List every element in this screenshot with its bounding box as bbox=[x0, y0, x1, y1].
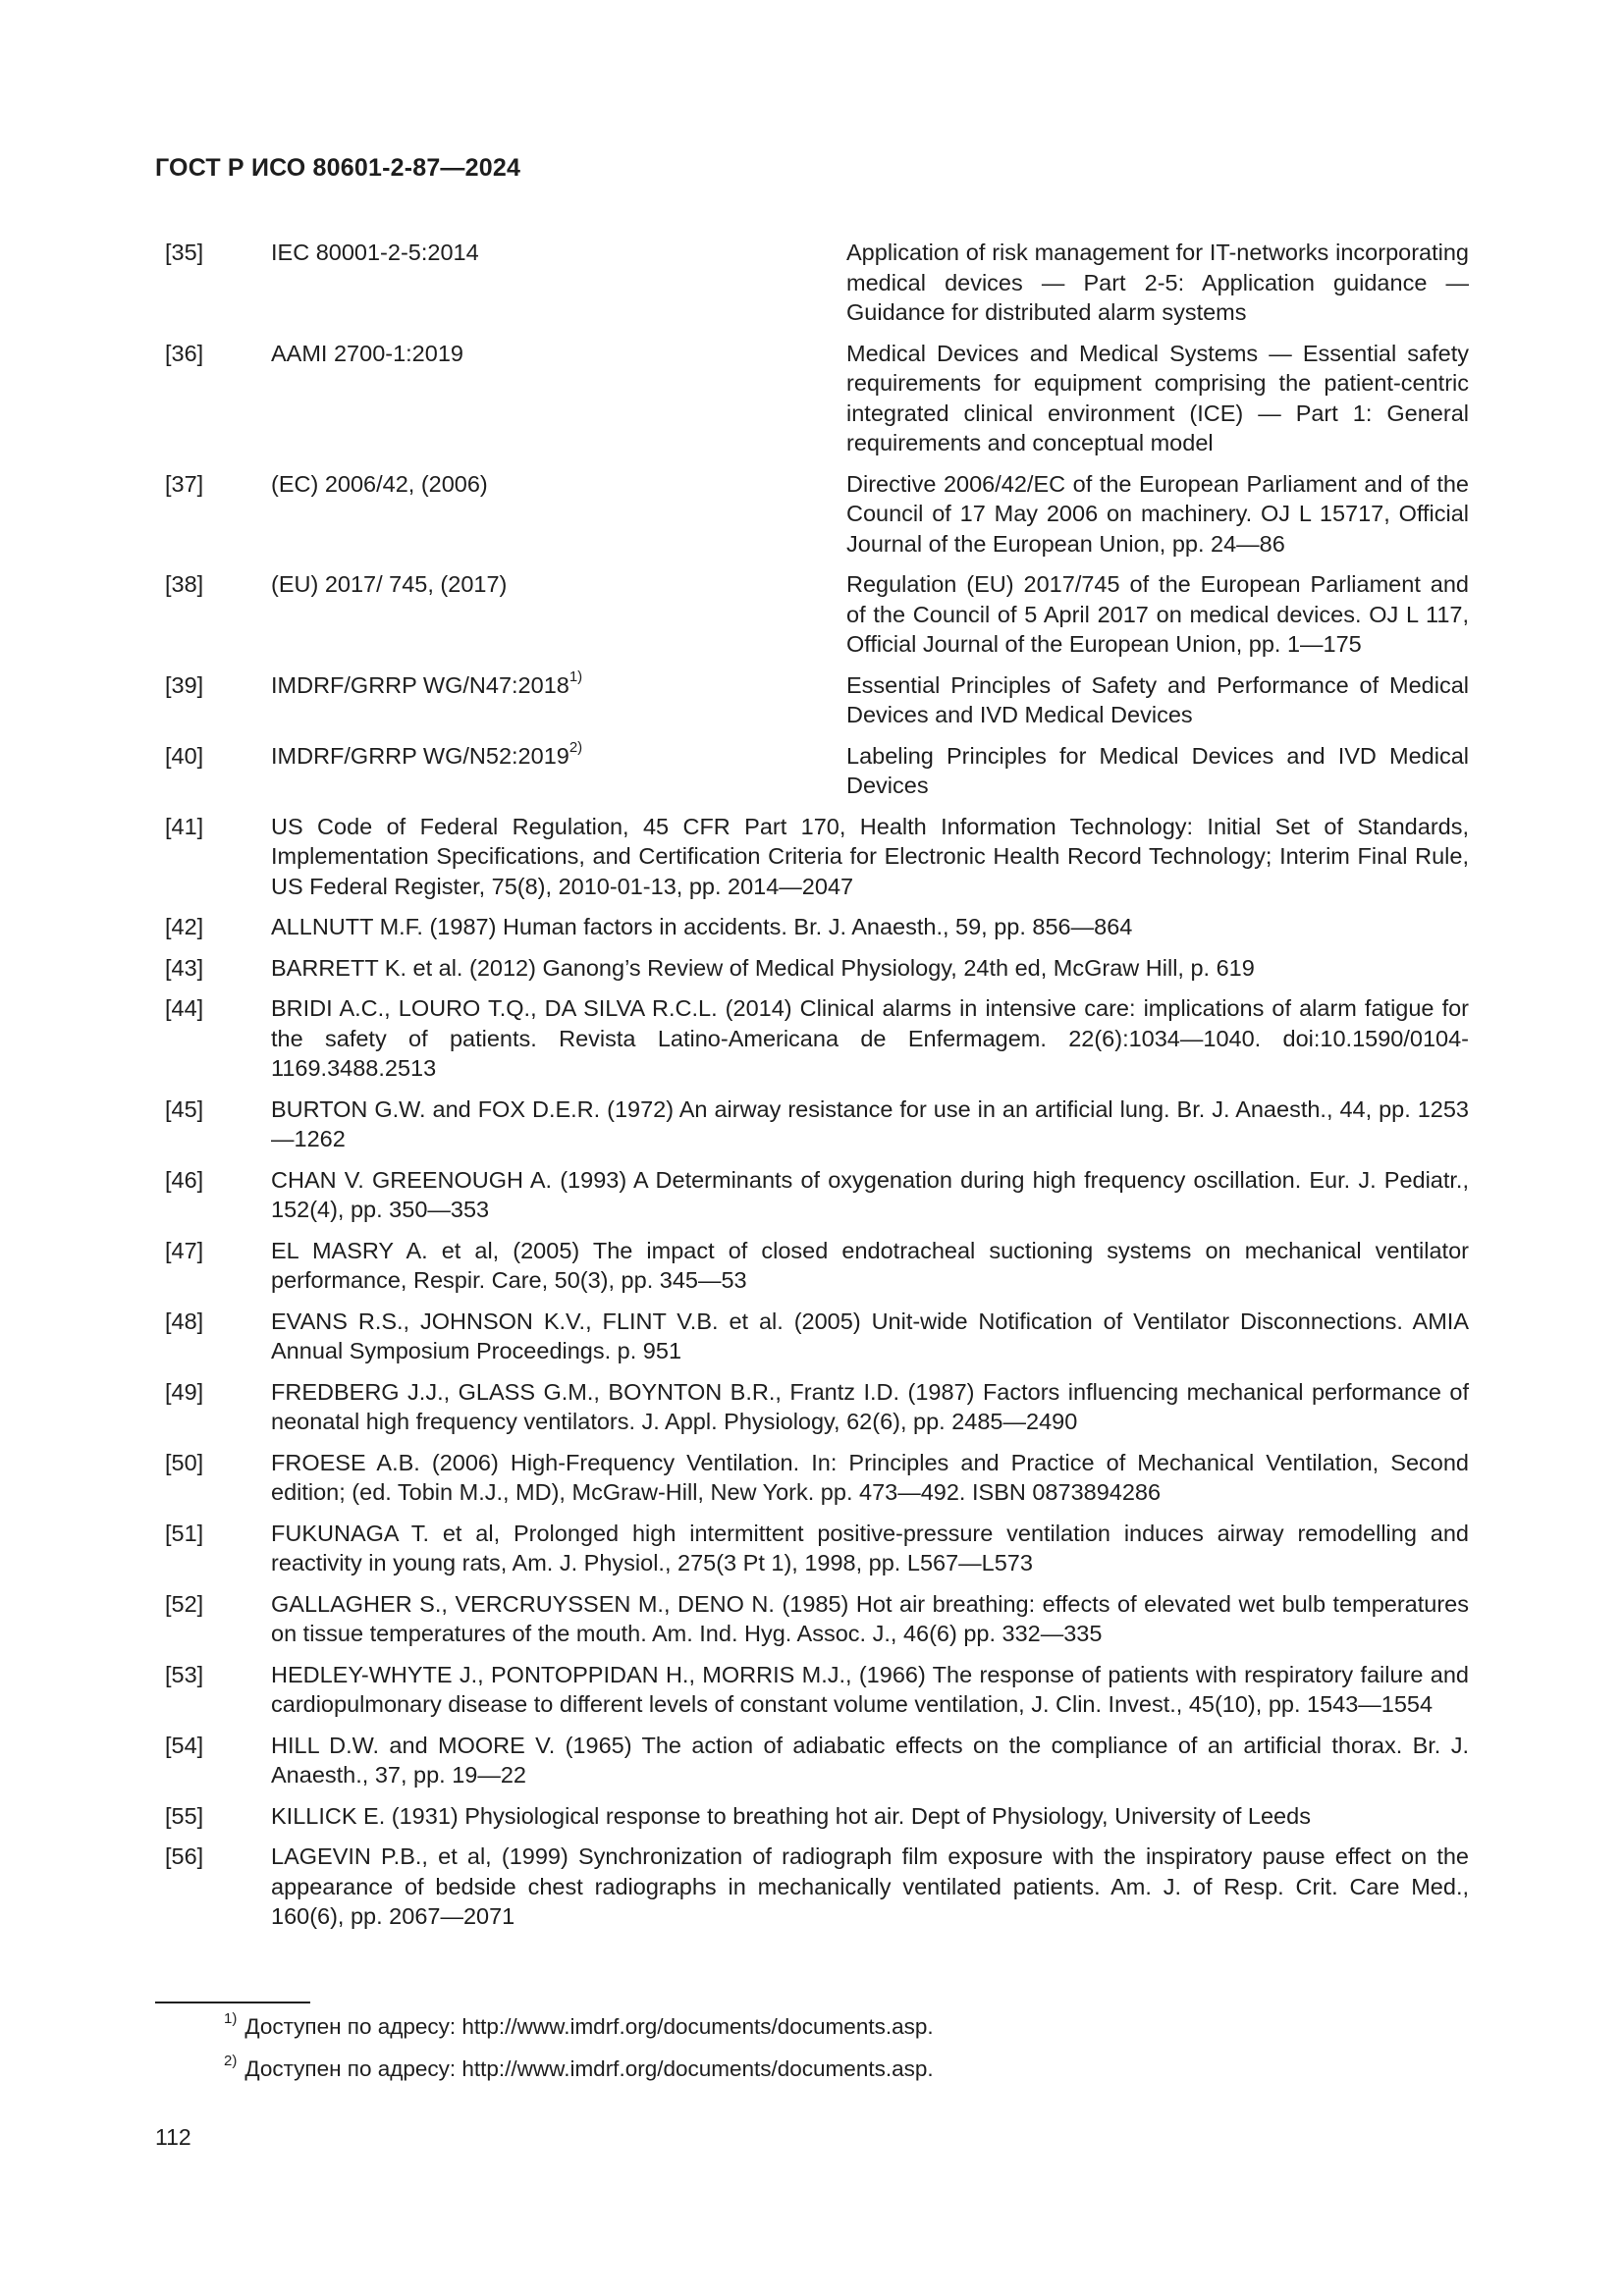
document-header: ГОСТ Р ИСО 80601-2-87—2024 bbox=[155, 154, 521, 182]
reference-title: Regulation (EU) 2017/745 of the European Parliament and of the Council of 5 April 2017 on medical devices. OJ L 117, Official Journal of the European Union, pp. 1—175 bbox=[846, 571, 1469, 657]
reference-title: Application of risk management for IT-networks incorporating medical devices — Part 2-5: Application guidance — Guidance for distributed alarm systems bbox=[846, 240, 1469, 325]
reference-item-47 bbox=[165, 1236, 1469, 1296]
footnotes bbox=[224, 2009, 934, 2097]
reference-code-text: IMDRF/GRRP WG/N47:2018 bbox=[271, 671, 569, 698]
reference-text: FUKUNAGA T. et al, Prolonged high intermittent positive-pressure ventilation induces airway remodelling and reactivity in young rats, Am. J. Physiol., 275(3 Pt 1), 1998, pp. L567—L573 bbox=[271, 1520, 1469, 1575]
reference-number: [40] bbox=[165, 742, 204, 769]
reference-number: [35] bbox=[165, 240, 204, 265]
reference-item-36 bbox=[165, 339, 1469, 458]
footnote-marker: 2) bbox=[568, 738, 583, 756]
reference-item-52 bbox=[165, 1589, 1469, 1649]
reference-item-50 bbox=[165, 1448, 1469, 1508]
reference-text: BURTON G.W. and FOX D.E.R. (1972) An airway resistance for use in an artificial lung. Br. J. Anaesth., 44, pp. 1253—1262 bbox=[271, 1095, 1469, 1151]
reference-number: [49] bbox=[165, 1378, 204, 1405]
reference-number: [53] bbox=[165, 1661, 204, 1687]
reference-text: HEDLEY-WHYTE J., PONTOPPIDAN H., MORRIS M.J., (1966) The response of patients with respiratory failure and cardiopulmonary disease to different levels of constant volume ventilation, J. Clin. Invest., 45(10), pp. 1543—1554 bbox=[271, 1661, 1469, 1717]
reference-item-54 bbox=[165, 1731, 1469, 1790]
reference-item-56 bbox=[165, 1842, 1469, 1932]
reference-item-42 bbox=[165, 912, 1469, 942]
reference-number: [38] bbox=[165, 571, 204, 597]
reference-code: (EC) 2006/42, (2006) bbox=[271, 470, 488, 497]
reference-text: LAGEVIN P.B., et al, (1999) Synchronization of radiograph film exposure with the inspiratory pause effect on the appearance of bedside chest radiographs in mechanically ventilated patients. Am. J. of Resp. Crit. Care Med., 160(6), pp. 2067—2071 bbox=[271, 1843, 1469, 1929]
reference-text: BRIDI A.C., LOURO T.Q., DA SILVA R.C.L. (2014) Clinical alarms in intensive care: implications of alarm fatigue for the safety of patients. Revista Latino-Americana de Enfermagem. 22(6):1034—1040. doi:10.1590/0104-1169.3488.2513 bbox=[271, 995, 1469, 1081]
reference-text: ALLNUTT M.F. (1987) Human factors in accidents. Br. J. Anaesth., 59, pp. 856—864 bbox=[271, 914, 1133, 939]
reference-text: CHAN V. GREENOUGH A. (1993) A Determinants of oxygenation during high frequency oscillation. Eur. J. Pediatr., 152(4), pp. 350—353 bbox=[271, 1166, 1469, 1222]
reference-number: [47] bbox=[165, 1237, 204, 1263]
reference-item-40 bbox=[165, 738, 1469, 801]
reference-number: [56] bbox=[165, 1843, 204, 1869]
reference-item-55 bbox=[165, 1801, 1469, 1832]
reference-title: Labeling Principles for Medical Devices and IVD Medical Devices bbox=[846, 742, 1469, 798]
reference-number: [43] bbox=[165, 954, 204, 981]
reference-text: FREDBERG J.J., GLASS G.M., BOYNTON B.R., Frantz I.D. (1987) Factors influencing mechanical performance of neonatal high frequency ventilators. J. Appl. Physiology, 62(6), pp. 2485—2490 bbox=[271, 1378, 1469, 1434]
reference-number: [37] bbox=[165, 470, 204, 497]
reference-text: KILLICK E. (1931) Physiological response to breathing hot air. Dept of Physiology, University of Leeds bbox=[271, 1802, 1311, 1829]
reference-text: EVANS R.S., JOHNSON K.V., FLINT V.B. et al. (2005) Unit-wide Notification of Ventilator Disconnections. AMIA Annual Symposium Proceedings. p. 951 bbox=[271, 1308, 1469, 1363]
reference-item-43 bbox=[165, 953, 1469, 984]
reference-number: [36] bbox=[165, 340, 204, 366]
reference-code bbox=[271, 667, 846, 701]
reference-item-44 bbox=[165, 993, 1469, 1084]
reference-title: Directive 2006/42/EC of the European Parliament and of the Council of 17 May 2006 on machinery. OJ L 15717, Official Journal of the European Union, pp. 24—86 bbox=[846, 470, 1469, 557]
footnote-1 bbox=[224, 2009, 934, 2042]
reference-item-45 bbox=[165, 1095, 1469, 1154]
footnote-divider bbox=[155, 2002, 310, 2003]
reference-text: FROESE A.B. (2006) High-Frequency Ventilation. In: Principles and Practice of Mechanical Ventilation, Second edition; (ed. Tobin M.J., MD), McGraw-Hill, New York. pp. 473—492. ISBN 0873894286 bbox=[271, 1449, 1469, 1505]
reference-code: IEC 80001-2-5:2014 bbox=[271, 240, 479, 265]
footnote-text: Доступен по адресу: http://www.imdrf.org/documents/documents.asp. bbox=[244, 2014, 934, 2039]
footnote-mark: 1) bbox=[224, 2009, 238, 2027]
reference-item-46 bbox=[165, 1165, 1469, 1225]
reference-code bbox=[271, 738, 846, 772]
footnote-mark: 2) bbox=[224, 2052, 238, 2069]
reference-item-39 bbox=[165, 667, 1469, 730]
reference-code-text: IMDRF/GRRP WG/N52:2019 bbox=[271, 742, 569, 769]
footnote-2 bbox=[224, 2052, 934, 2084]
reference-text: US Code of Federal Regulation, 45 CFR Part 170, Health Information Technology: Initial Set of Standards, Implementation Specifications, and Certification Criteria for Electronic Health Record Technology; Interim Final Rule, US Federal Register, 75(8), 2010-01-13, pp. 2014—2047 bbox=[271, 813, 1469, 899]
reference-title: Essential Principles of Safety and Performance of Medical Devices and IVD Medical Devices bbox=[846, 671, 1469, 727]
reference-number: [45] bbox=[165, 1095, 204, 1122]
reference-text: GALLAGHER S., VERCRUYSSEN M., DENO N. (1985) Hot air breathing: effects of elevated wet bulb temperatures on tissue temperatures of the mouth. Am. Ind. Hyg. Assoc. J., 46(6) pp. 332—335 bbox=[271, 1590, 1469, 1646]
reference-title: Medical Devices and Medical Systems — Essential safety requirements for equipment comprising the patient-centric integrated clinical environment (ICE) — Part 1: General requirements and conceptual model bbox=[846, 340, 1469, 455]
reference-code: (EU) 2017/ 745, (2017) bbox=[271, 571, 508, 597]
reference-item-35 bbox=[165, 238, 1469, 328]
reference-number: [46] bbox=[165, 1166, 204, 1193]
reference-code: AAMI 2700-1:2019 bbox=[271, 340, 463, 366]
reference-item-53 bbox=[165, 1660, 1469, 1720]
reference-number: [55] bbox=[165, 1802, 204, 1829]
reference-number: [39] bbox=[165, 671, 204, 698]
reference-number: [50] bbox=[165, 1449, 204, 1475]
footnote-text: Доступен по адресу: http://www.imdrf.org/documents/documents.asp. bbox=[244, 2056, 934, 2081]
reference-item-51 bbox=[165, 1519, 1469, 1578]
reference-item-49 bbox=[165, 1377, 1469, 1437]
reference-number: [52] bbox=[165, 1590, 204, 1617]
bibliography-list bbox=[165, 238, 1469, 1943]
reference-item-37 bbox=[165, 469, 1469, 560]
reference-item-41 bbox=[165, 812, 1469, 902]
reference-text: BARRETT K. et al. (2012) Ganong’s Review of Medical Physiology, 24th ed, McGraw Hill, p. 619 bbox=[271, 954, 1255, 981]
reference-number: [44] bbox=[165, 995, 204, 1021]
reference-number: [51] bbox=[165, 1520, 204, 1546]
reference-item-38 bbox=[165, 569, 1469, 660]
reference-number: [41] bbox=[165, 813, 204, 839]
reference-item-48 bbox=[165, 1307, 1469, 1366]
reference-number: [54] bbox=[165, 1732, 204, 1758]
footnote-marker: 1) bbox=[568, 667, 583, 685]
reference-text: EL MASRY A. et al, (2005) The impact of closed endotracheal suctioning systems on mechanical ventilator performance, Respir. Care, 50(3), pp. 345—53 bbox=[271, 1237, 1469, 1293]
reference-number: [42] bbox=[165, 914, 204, 939]
page-number: 112 bbox=[155, 2124, 191, 2150]
reference-text: HILL D.W. and MOORE V. (1965) The action of adiabatic effects on the compliance of an artificial thorax. Br. J. Anaesth., 37, pp. 19—22 bbox=[271, 1732, 1469, 1788]
reference-number: [48] bbox=[165, 1308, 204, 1334]
